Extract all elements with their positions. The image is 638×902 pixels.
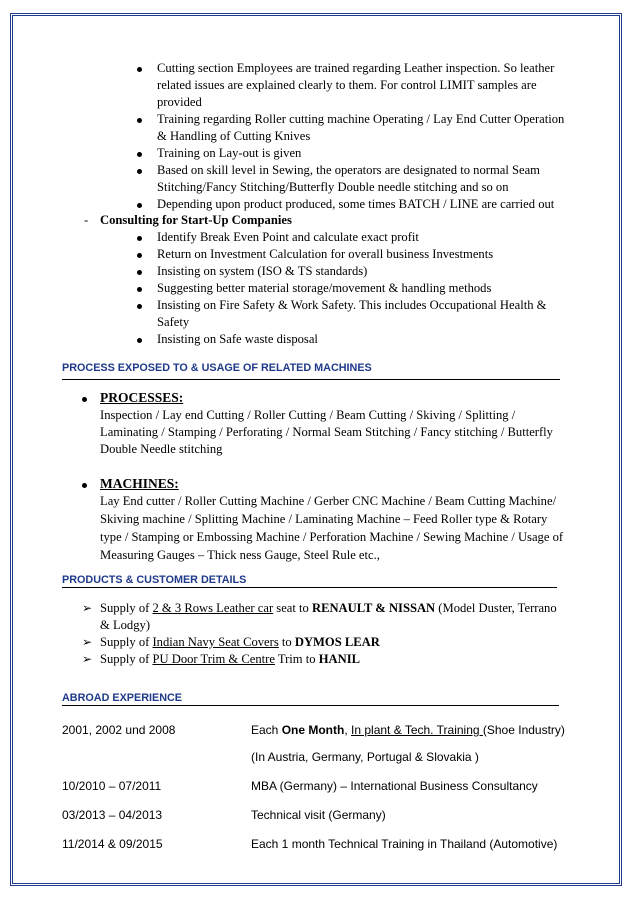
bullet-icon [137, 236, 142, 241]
product-text: Supply of [100, 635, 153, 649]
abroad-detail-text: , [344, 723, 352, 737]
bullet-icon [137, 203, 142, 208]
product-customer: HANIL [318, 652, 360, 666]
machines-line: type / Stamping or Embossing Machine / Perforation Machine / Sewing Machine / Usage of [100, 530, 564, 544]
list-item-text: Identify Break Even Point and calculate exact profit [157, 230, 419, 244]
bullet-icon [137, 304, 142, 309]
product-customer: DYMOS LEAR [294, 635, 380, 649]
abroad-detail-text: (Shoe Industry) [482, 723, 565, 737]
list-item-text: Depending upon product produced, some times BATCH / LINE are carried out [157, 197, 555, 211]
product-underlined: Indian Navy Seat Covers [152, 635, 279, 649]
machines-line: Measuring Gauges – Thick ness Gauge, Steel Rule etc., [100, 548, 380, 562]
consulting-dash: - [84, 213, 89, 227]
bullet-icon [82, 397, 87, 402]
list-item-text: Training regarding Roller cutting machine Operating / Lay End Cutter Operation [157, 112, 565, 126]
section-heading-products: PRODUCTS & CUSTOMER DETAILS [62, 574, 247, 586]
abroad-detail: Each 1 month Technical Training in Thailand (Automotive) [251, 837, 558, 851]
list-item-text: related issues are explained clearly to them. For control LIMIT samples are [157, 78, 537, 92]
machines-text [100, 492, 580, 564]
section-rule [62, 705, 559, 706]
list-item-text: Insisting on Safe waste disposal [157, 332, 318, 346]
bullet-icon [137, 118, 142, 123]
arrow-bullet-icon: ➢ [82, 635, 93, 649]
abroad-detail-bold: One Month [281, 723, 345, 737]
list-item-text: Based on skill level in Sewing, the operators are designated to normal Seam [157, 163, 540, 177]
list-item-text: Insisting on system (ISO & TS standards) [157, 264, 368, 278]
abroad-date: 11/2014 & 09/2015 [62, 837, 163, 851]
consulting-title: Consulting for Start-Up Companies [100, 213, 292, 227]
section-heading-abroad: ABROAD EXPERIENCE [62, 692, 182, 704]
section-rule [62, 379, 560, 380]
processes-text [100, 407, 570, 458]
list-item-text: Return on Investment Calculation for overall business Investments [157, 247, 494, 261]
bullet-icon [137, 287, 142, 292]
arrow-bullet-icon: ➢ [82, 601, 93, 615]
product-text: (Model Duster, Terrano [435, 601, 557, 615]
abroad-detail [251, 723, 565, 737]
abroad-date: 03/2013 – 04/2013 [62, 808, 163, 822]
list-item-text: Insisting on Fire Safety & Work Safety. This includes Occupational Health & [157, 298, 547, 312]
list-item-text: & Handling of Cutting Knives [157, 129, 311, 143]
abroad-detail-text: Each [251, 723, 282, 737]
bullet-icon [137, 253, 142, 258]
section-heading-process: PROCESS EXPOSED TO & USAGE OF RELATED MACHINES [62, 362, 372, 374]
bullet-icon [82, 483, 87, 488]
list-item-text: Cutting section Employees are trained regarding Leather inspection. So leather [157, 61, 555, 75]
list-item-text: provided [157, 95, 202, 109]
bullet-icon [137, 169, 142, 174]
abroad-detail: (In Austria, Germany, Portugal & Slovakia ) [251, 750, 479, 764]
bullet-icon [137, 270, 142, 275]
product-text: Supply of [100, 601, 153, 615]
processes-line: Laminating / Stamping / Perforating / Normal Seam Stitching / Fancy stitching / Butterfly [100, 425, 553, 439]
list-item-text: Stitching/Fancy Stitching/Butterfly Double needle stitching and so on [157, 180, 509, 194]
section-rule [62, 587, 557, 588]
processes-line: Double Needle stitching [100, 442, 223, 456]
product-underlined: 2 & 3 Rows Leather car [152, 601, 274, 615]
abroad-detail: Technical visit (Germany) [251, 808, 386, 822]
abroad-date: 2001, 2002 und 2008 [62, 723, 176, 737]
arrow-bullet-icon: ➢ [82, 652, 93, 666]
product-text: Trim to [274, 652, 319, 666]
list-item-text: Safety [157, 315, 190, 329]
machines-line: Lay End cutter / Roller Cutting Machine / Gerber CNC Machine / Beam Cutting Machine/ [100, 494, 557, 508]
product-customer: RENAULT & NISSAN [311, 601, 436, 615]
abroad-date: 10/2010 – 07/2011 [62, 779, 162, 793]
product-text: to [278, 635, 295, 649]
machines-line: Skiving machine / Splitting Machine / Laminating Machine – Feed Roller type & Rotary [100, 512, 548, 526]
bullet-icon [137, 67, 142, 72]
product-underlined: PU Door Trim & Centre [152, 652, 275, 666]
bullet-icon [137, 338, 142, 343]
product-text: seat to [273, 601, 312, 615]
abroad-detail-underlined: In plant & Tech. Training [351, 723, 483, 737]
bullet-icon [137, 152, 142, 157]
abroad-detail: MBA (Germany) – International Business Consultancy [251, 779, 538, 793]
list-item-text: Suggesting better material storage/movement & handling methods [157, 281, 492, 295]
product-text: & Lodgy) [100, 618, 151, 632]
product-text: Supply of [100, 652, 153, 666]
machines-title: MACHINES: [100, 476, 179, 491]
list-item-text: Training on Lay-out is given [157, 146, 302, 160]
processes-title: PROCESSES: [100, 390, 184, 405]
processes-line: Inspection / Lay end Cutting / Roller Cutting / Beam Cutting / Skiving / Splitting / [100, 408, 516, 422]
